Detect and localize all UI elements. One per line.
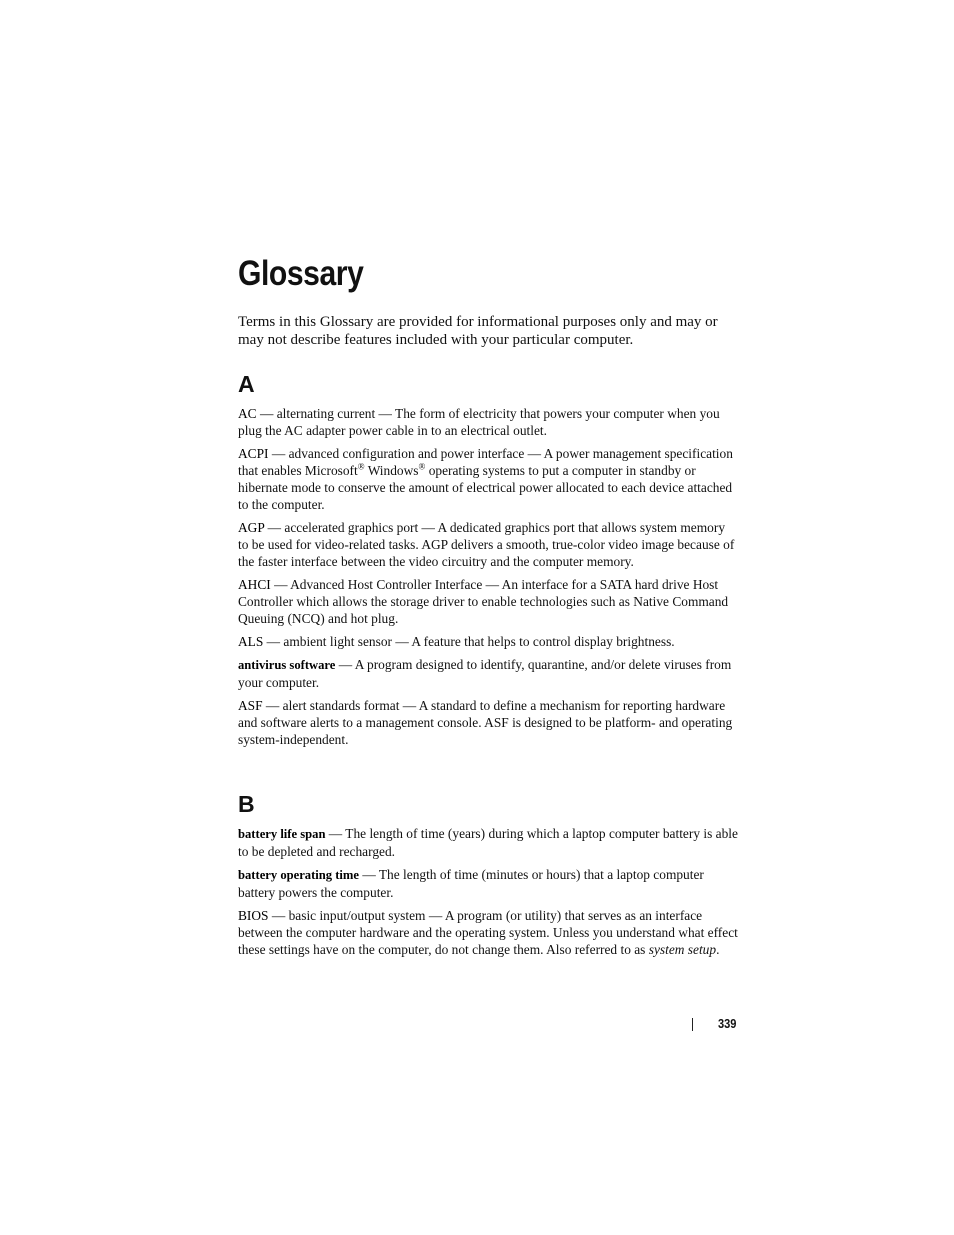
entry-definition: — The length of time (years) during which a laptop computer battery is able to be depleted and recharged. — [238, 826, 738, 859]
page-number: 339 — [718, 1016, 737, 1031]
section-heading-a: A — [238, 371, 255, 397]
glossary-entry-acpi — [238, 445, 738, 513]
glossary-entry-bios — [238, 907, 738, 958]
section-heading-b: B — [238, 791, 255, 817]
entry-definition: — basic input/output system — A program (or utility) that serves as an interface between the computer hardware and the operating system. Unless you understand what effect these settings have on the computer, do not change them. Also referred to as — [238, 908, 738, 957]
entry-definition: — A program designed to identify, quarantine, and/or delete viruses from your computer. — [238, 657, 732, 690]
entry-definition: — advanced configuration and power interface — A power management specification that enables Microsoft — [238, 446, 733, 478]
glossary-entry-antivirus-software — [238, 656, 738, 691]
entry-definition: alternating current — The form of electricity that powers your computer when you plug the AC adapter power cable in to an electrical outlet. — [238, 406, 720, 438]
entry-definition: — The length of time (minutes or hours) that a laptop computer battery powers the computer. — [238, 867, 704, 900]
entry-term: AGP — [238, 520, 265, 535]
registered-mark: ® — [418, 461, 426, 472]
glossary-entry-asf — [238, 697, 738, 748]
glossary-entry-agp — [238, 519, 738, 570]
entry-term: AHCI — [238, 577, 271, 592]
registered-mark: ® — [357, 461, 365, 472]
footer-divider — [692, 1018, 693, 1031]
glossary-entry-ahci — [238, 576, 738, 627]
entry-term: ALS — [238, 634, 264, 649]
entry-definition-italic: system setup — [648, 942, 717, 957]
section-a-entries — [238, 405, 738, 754]
glossary-entry-ac — [238, 405, 738, 439]
entry-term: BIOS — [238, 908, 269, 923]
entry-definition: — Advanced Host Controller Interface — An interface for a SATA hard drive Host Controller which allows the storage driver to enable technologies such as Native Command Queuing (NCQ) and hot plug. — [238, 577, 729, 626]
entry-term: battery operating time — [238, 868, 360, 882]
glossary-entry-als — [238, 633, 738, 650]
entry-definition: — ambient light sensor — A feature that helps to control display brightness. — [263, 634, 675, 649]
entry-definition: Windows — [364, 463, 419, 478]
entry-definition: . — [716, 942, 720, 957]
entry-definition: — alert standards format — A standard to define a mechanism for reporting hardware and software alerts to a management console. ASF is designed to be platform- and operating system-independent. — [238, 698, 733, 747]
entry-definition: operating systems to put a computer in standby or hibernate mode to conserve the amount of electrical power allocated to each device attached to the computer. — [238, 463, 733, 512]
intro-paragraph: Terms in this Glossary are provided for informational purposes only and may or may not describe features included with your particular computer. — [238, 314, 718, 348]
entry-term: battery life span — [238, 827, 326, 841]
glossary-entry-battery-life-span — [238, 825, 738, 860]
page-title: Glossary — [238, 254, 364, 293]
entry-term: antivirus software — [238, 658, 336, 672]
section-b-entries — [238, 825, 738, 964]
entry-definition: — accelerated graphics port — A dedicated graphics port that allows system memory to be used for video-related tasks. AGP delivers a smooth, true-color video image because of the faster interface between the video circuitry and the computer memory. — [238, 520, 735, 569]
entry-term: ASF — [238, 698, 263, 713]
entry-term: ACPI — [238, 446, 269, 461]
glossary-entry-battery-operating-time — [238, 866, 738, 901]
entry-term: AC — — [238, 406, 274, 421]
